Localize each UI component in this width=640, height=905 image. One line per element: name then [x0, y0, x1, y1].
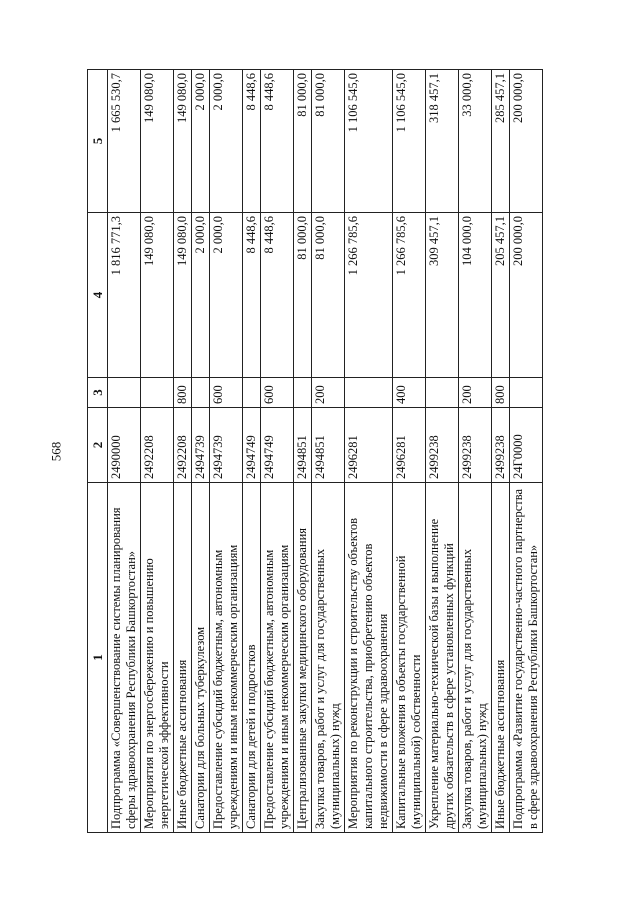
cell-name: Иные бюджетные ассигнования — [492, 483, 510, 833]
cell-kvr: 800 — [492, 378, 510, 408]
cell-kvr — [345, 378, 393, 408]
header-col-5: 5 — [88, 70, 108, 213]
cell-kvr — [192, 378, 210, 408]
cell-name: Подпрограмма «Развитие государственно-частного партнерства в сфере здравоохранения Республики Башкортостан» — [510, 483, 543, 833]
cell-name: Предоставление субсидий бюджетным, автономным учреждениям и иным некоммерческим организациям — [261, 483, 294, 833]
cell-value-4: 104 000,0 — [459, 213, 492, 378]
table-row — [261, 70, 294, 833]
cell-value-5: 285 457,1 — [492, 70, 510, 213]
cell-name: Санатории для детей и подростков — [243, 483, 261, 833]
cell-value-5: 81 000,0 — [312, 70, 345, 213]
header-col-3: 3 — [88, 378, 108, 408]
page-number: 568 — [48, 441, 64, 462]
cell-code: 2494739 — [210, 408, 243, 483]
table-row — [108, 70, 141, 833]
cell-kvr: 200 — [459, 378, 492, 408]
cell-kvr — [141, 378, 174, 408]
cell-code: 2492208 — [174, 408, 192, 483]
cell-value-5: 2 000,0 — [210, 70, 243, 213]
cell-value-5: 81 000,0 — [294, 70, 312, 213]
cell-code: 2494749 — [261, 408, 294, 483]
cell-kvr: 600 — [261, 378, 294, 408]
cell-value-4: 149 080,0 — [174, 213, 192, 378]
cell-kvr: 600 — [210, 378, 243, 408]
cell-value-4: 1 816 771,3 — [108, 213, 141, 378]
cell-value-5: 318 457,1 — [426, 70, 459, 213]
cell-name: Иные бюджетные ассигнования — [174, 483, 192, 833]
table-row — [243, 70, 261, 833]
cell-value-5: 1 106 545,0 — [393, 70, 426, 213]
budget-table — [87, 69, 543, 833]
cell-value-4: 8 448,6 — [261, 213, 294, 378]
cell-kvr — [426, 378, 459, 408]
table-row — [141, 70, 174, 833]
cell-code: 2494749 — [243, 408, 261, 483]
cell-value-4: 81 000,0 — [294, 213, 312, 378]
cell-code: 2499238 — [426, 408, 459, 483]
cell-value-4: 309 457,1 — [426, 213, 459, 378]
cell-code: 2499238 — [459, 408, 492, 483]
cell-value-5: 2 000,0 — [192, 70, 210, 213]
table-row — [174, 70, 192, 833]
cell-code: 2494851 — [294, 408, 312, 483]
cell-value-5: 8 448,6 — [243, 70, 261, 213]
cell-value-4: 1 266 785,6 — [345, 213, 393, 378]
cell-value-5: 149 080,0 — [141, 70, 174, 213]
cell-kvr — [243, 378, 261, 408]
cell-kvr — [108, 378, 141, 408]
cell-name: Мероприятия по энергосбережению и повышению энергетической эффективности — [141, 483, 174, 833]
cell-value-5: 200 000,0 — [510, 70, 543, 213]
table-row — [426, 70, 459, 833]
cell-kvr: 800 — [174, 378, 192, 408]
header-col-4: 4 — [88, 213, 108, 378]
cell-code: 2499238 — [492, 408, 510, 483]
cell-name: Капитальные вложения в объекты государственной (муниципальной) собственности — [393, 483, 426, 833]
header-col-2: 2 — [88, 408, 108, 483]
table-row — [192, 70, 210, 833]
cell-code: 2494739 — [192, 408, 210, 483]
cell-value-5: 8 448,6 — [261, 70, 294, 213]
table-row — [393, 70, 426, 833]
header-row — [88, 70, 108, 833]
cell-value-5: 1 106 545,0 — [345, 70, 393, 213]
cell-name: Предоставление субсидий бюджетным, автономным учреждениям и иным некоммерческим организациям — [210, 483, 243, 833]
table-row — [312, 70, 345, 833]
cell-code: 2496281 — [345, 408, 393, 483]
cell-value-4: 149 080,0 — [141, 213, 174, 378]
cell-value-4: 2 000,0 — [192, 213, 210, 378]
cell-value-5: 149 080,0 — [174, 70, 192, 213]
table-body — [108, 70, 543, 833]
cell-value-4: 1 266 785,6 — [393, 213, 426, 378]
cell-value-4: 81 000,0 — [312, 213, 345, 378]
cell-value-4: 200 000,0 — [510, 213, 543, 378]
header-col-1: 1 — [88, 483, 108, 833]
cell-code: 2496281 — [393, 408, 426, 483]
cell-value-4: 2 000,0 — [210, 213, 243, 378]
rotated-table-container — [87, 70, 540, 833]
cell-kvr: 400 — [393, 378, 426, 408]
table-row — [294, 70, 312, 833]
table-row — [210, 70, 243, 833]
cell-code: 24Г0000 — [510, 408, 543, 483]
table-row — [345, 70, 393, 833]
cell-name: Санатории для больных туберкулезом — [192, 483, 210, 833]
cell-code: 2492208 — [141, 408, 174, 483]
table-row — [510, 70, 543, 833]
cell-name: Закупка товаров, работ и услуг для государственных (муниципальных) нужд — [459, 483, 492, 833]
table-row — [459, 70, 492, 833]
cell-kvr: 200 — [312, 378, 345, 408]
cell-name: Мероприятия по реконструкции и строительству объектов капитального строительства, приобретению объектов недвижимости в сфере здравоохранения — [345, 483, 393, 833]
cell-code: 2490000 — [108, 408, 141, 483]
cell-name: Централизованные закупки медицинского оборудования — [294, 483, 312, 833]
cell-name: Подпрограмма «Совершенствование системы планирования сферы здравоохранения Республики Башкортостан» — [108, 483, 141, 833]
table-header — [88, 70, 108, 833]
cell-kvr — [510, 378, 543, 408]
cell-kvr — [294, 378, 312, 408]
cell-value-4: 205 457,1 — [492, 213, 510, 378]
cell-value-5: 1 665 530,7 — [108, 70, 141, 213]
cell-name: Закупка товаров, работ и услуг для государственных (муниципальных) нужд — [312, 483, 345, 833]
cell-value-4: 8 448,6 — [243, 213, 261, 378]
cell-name: Укрепление материально-технической базы и выполнение других обязательств в сфере установленных функций — [426, 483, 459, 833]
cell-value-5: 33 000,0 — [459, 70, 492, 213]
table-row — [492, 70, 510, 833]
cell-code: 2494851 — [312, 408, 345, 483]
